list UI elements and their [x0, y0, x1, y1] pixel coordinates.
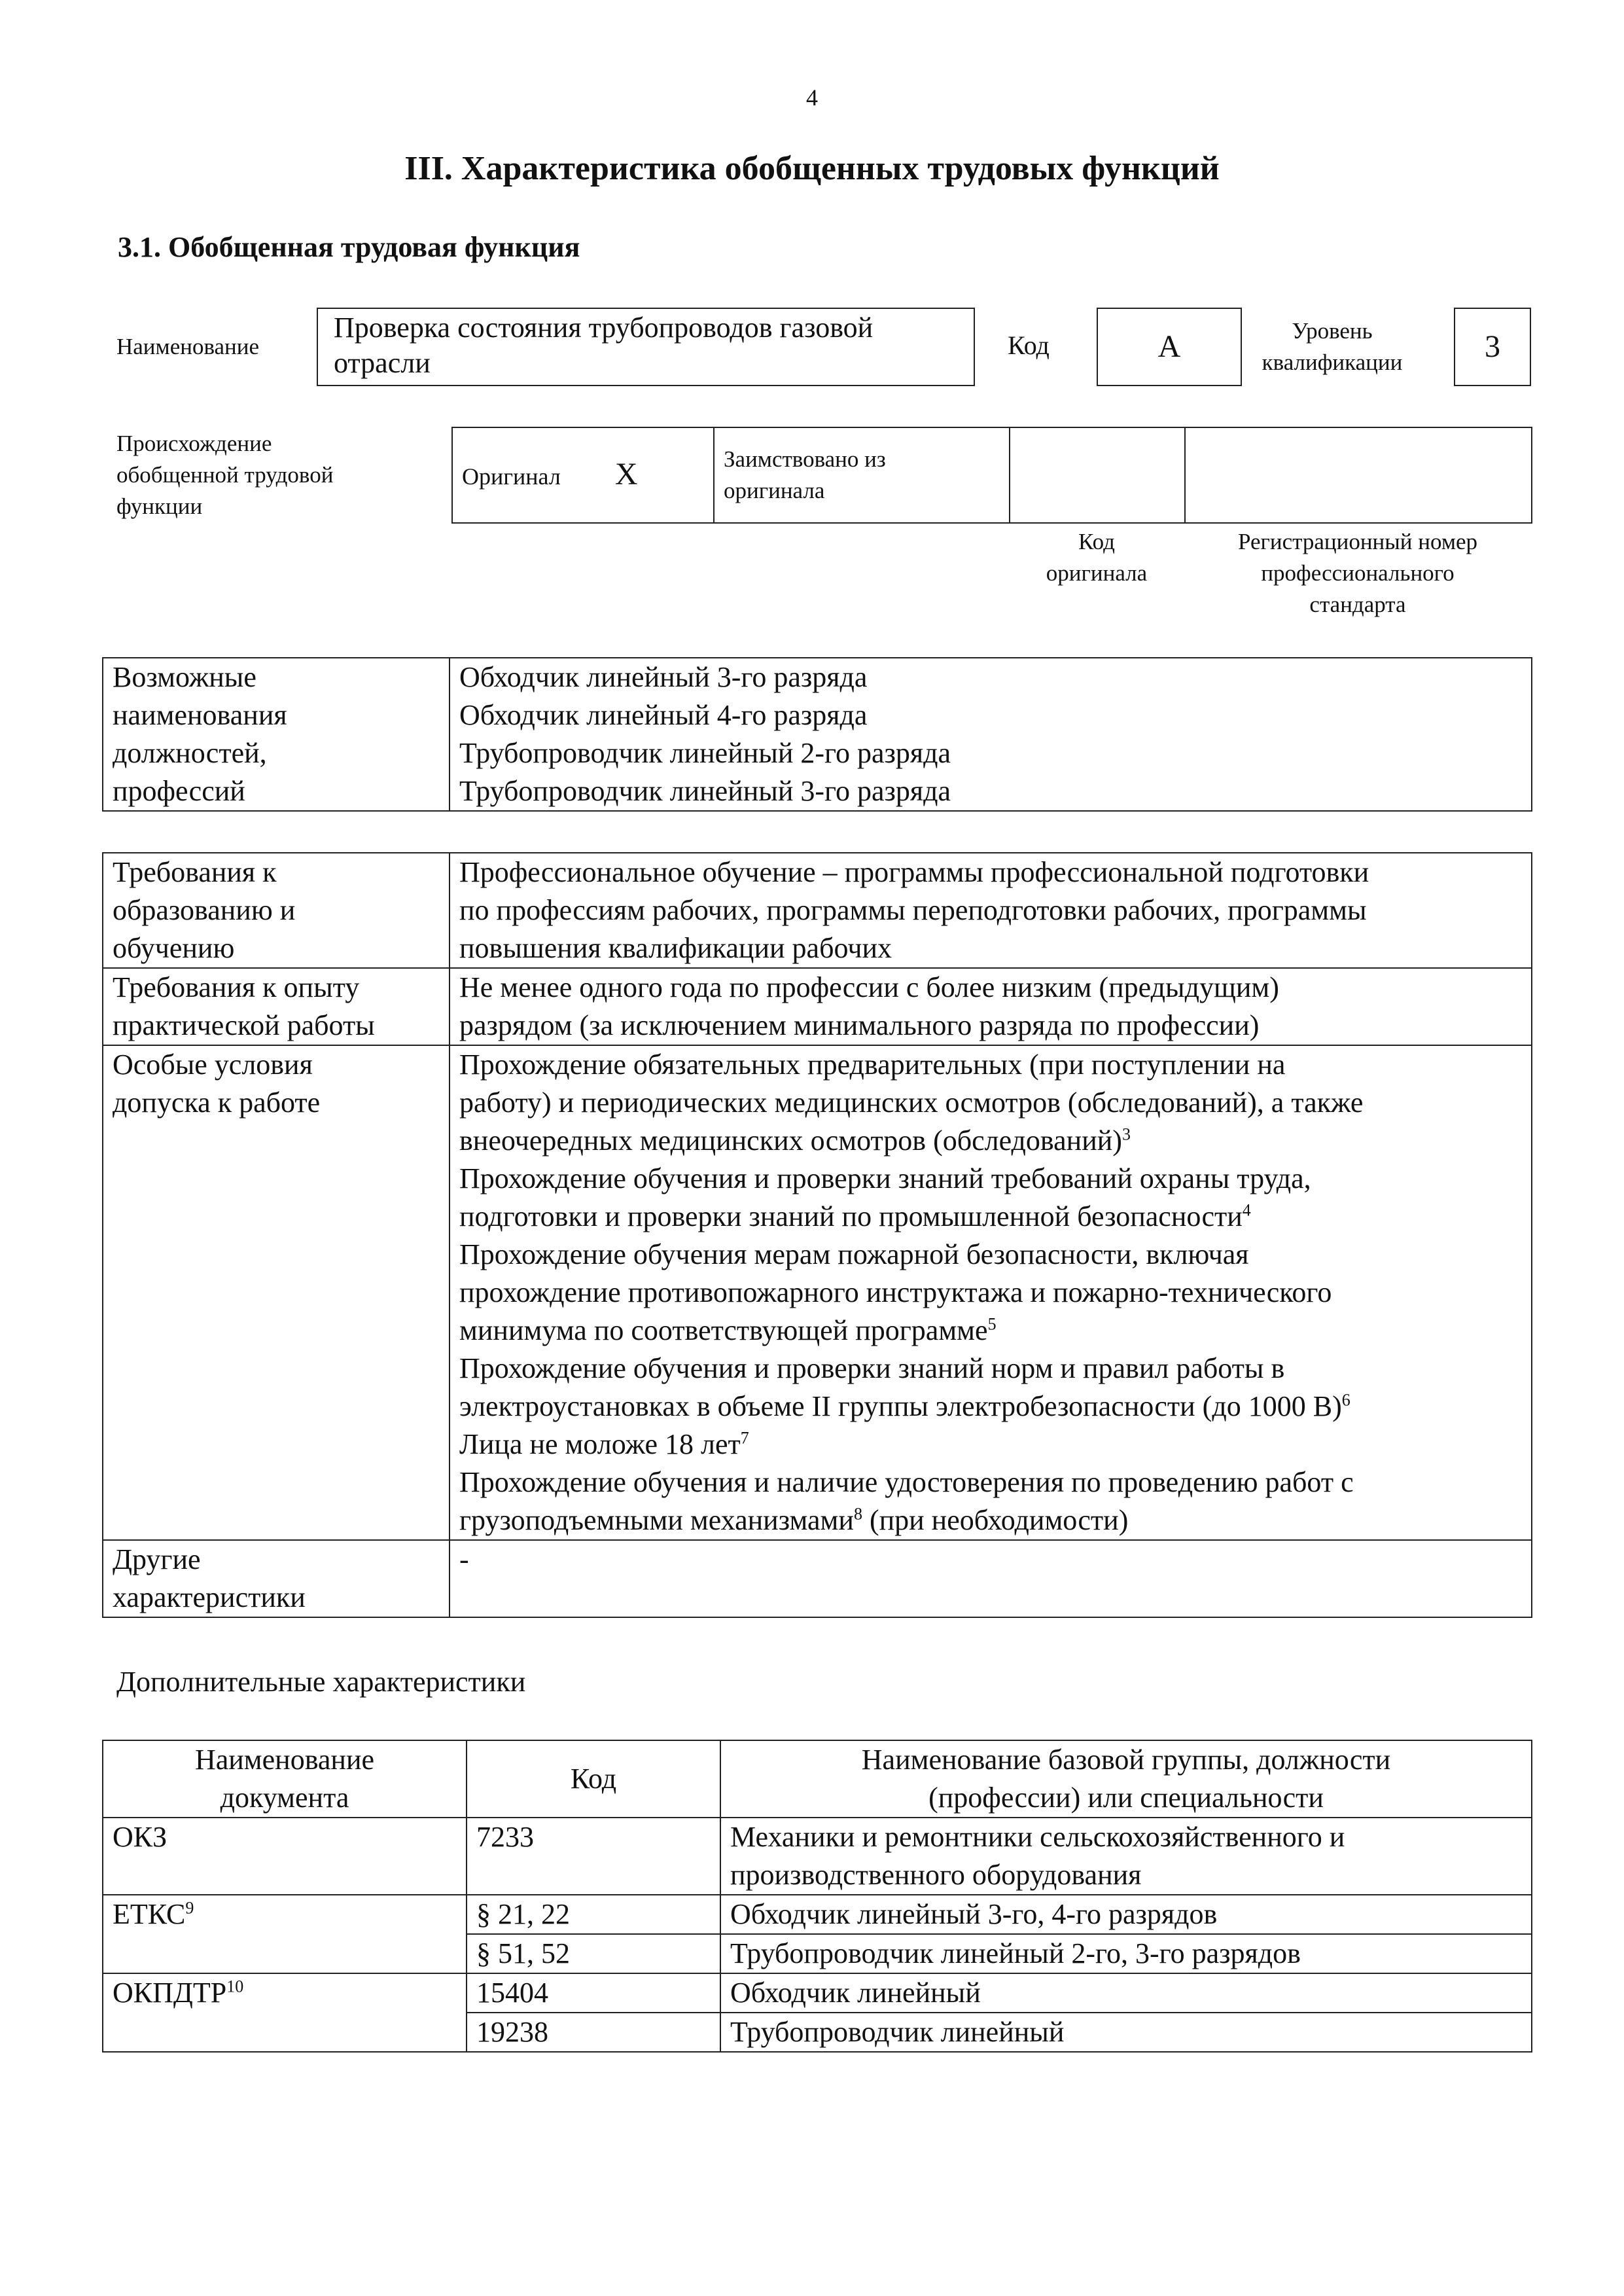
- special-conditions-row: [103, 1045, 1532, 1540]
- name-value-line2: отрасли: [334, 347, 431, 379]
- code-label: Код: [1008, 331, 1050, 360]
- origin-label-line2: обобщенной трудовой: [116, 462, 334, 488]
- etks-doc: ЕТКС$^9$: [103, 1895, 467, 1973]
- special-conditions-value: Прохождение обязательных предварительных (при поступлении на работу) и периодических медицинских осмотров (обследований), а также внеочередных медицинских осмотров (обследований)$^3$ Прохождение обучения и проверки знаний требований охраны труда, подготовки и проверки знаний по промышленной безопасности$^4$ Прохождение обучения мерам пожарной безопасности, включая прохождение противопожарного инструктажа и пожарно-технического минимума по соответствующей программе$^5$ Прохождение обучения и проверки знаний норм и правил работы в электроустановках в объеме II группы электробезопасности (до 1000 В)$^6$ Лица не моложе 18 лет$^7$ Прохождение обучения и наличие удостоверения по проведению работ с грузоподъемными механизмами$^8$ (при необходимости): [450, 1045, 1532, 1540]
- positions-values: [450, 658, 1532, 811]
- name-value-line1: Проверка состояния трубопроводов газовой: [334, 312, 874, 344]
- okpdtr-name: Трубопроводчик линейный: [720, 2013, 1532, 2052]
- position-item: Обходчик линейный 3-го разряда: [459, 661, 868, 693]
- col-header-code: Код: [467, 1740, 720, 1818]
- original-label: Оригинал: [462, 463, 561, 490]
- okz-name: Механики и ремонтники сельскохозяйственного и производственного оборудования: [720, 1818, 1532, 1895]
- table-row: [103, 1895, 1532, 1934]
- section-title: III. Характеристика обобщенных трудовых функций: [404, 150, 1220, 187]
- position-item: Трубопроводчик линейный 2-го разряда: [459, 737, 951, 769]
- origin-label: [116, 428, 333, 522]
- experience-value: Не менее одного года по профессии с более низким (предыдущим) разрядом (за исключением минимального разряда по профессии): [450, 968, 1532, 1045]
- special-conditions-label: Особые условия допуска к работе: [103, 1045, 450, 1540]
- level-label-line1: Уровень: [1292, 318, 1373, 344]
- code-caption-line2: оригинала: [1046, 560, 1148, 586]
- level-value: 3: [1454, 308, 1531, 386]
- level-label-line2: квалификации: [1262, 350, 1403, 375]
- origin-label-line1: Происхождение: [116, 431, 272, 456]
- etks-code: § 51, 52: [467, 1934, 720, 1973]
- other-value: -: [450, 1540, 1532, 1617]
- positions-table: [102, 657, 1532, 812]
- footnote-ref: 5: [987, 1314, 997, 1334]
- etks-name: Трубопроводчик линейный 2-го, 3-го разрядов: [720, 1934, 1532, 1973]
- education-value: Профессиональное обучение – программы профессиональной подготовки по профессиям рабочих, программы переподготовки рабочих, программы повышения квалификации рабочих: [450, 853, 1532, 968]
- code-caption: [1009, 526, 1184, 589]
- footnote-ref: 8: [853, 1504, 862, 1524]
- other-label: Другие характеристики: [103, 1540, 450, 1617]
- code-caption-line1: Код: [1078, 529, 1115, 554]
- okz-doc: ОКЗ: [103, 1818, 467, 1895]
- original-mark: X: [614, 456, 638, 492]
- subsection-title: 3.1. Обобщенная трудовая функция: [118, 231, 580, 263]
- page-number: 4: [806, 84, 818, 111]
- footnote-ref: 7: [740, 1428, 749, 1448]
- requirements-table: [102, 852, 1532, 1618]
- table-row: [103, 1973, 1532, 2013]
- experience-row: [103, 968, 1532, 1045]
- footnote-ref: 9: [185, 1898, 194, 1918]
- borrowed-line2: оригинала: [724, 478, 825, 503]
- position-item: Обходчик линейный 4-го разряда: [459, 699, 868, 731]
- experience-label: Требования к опыту практической работы: [103, 968, 450, 1045]
- reg-caption-line1: Регистрационный номер: [1237, 529, 1478, 554]
- okpdtr-name: Обходчик линейный: [720, 1973, 1532, 2013]
- footnote-ref: 10: [226, 1977, 244, 1996]
- other-row: [103, 1540, 1532, 1617]
- name-value-box: [317, 308, 975, 386]
- footnote-ref: 6: [1341, 1390, 1350, 1410]
- name-label: Наименование: [116, 334, 260, 359]
- level-label: [1247, 315, 1417, 378]
- okpdtr-code: 19238: [467, 2013, 720, 2052]
- positions-label: Возможные наименования должностей, профессий: [103, 658, 450, 811]
- col-header-name: Наименование базовой группы, должности (профессии) или специальности: [720, 1740, 1532, 1818]
- okpdtr-code: 15404: [467, 1973, 720, 2013]
- registration-number-cell: [1185, 427, 1532, 523]
- table-row: [103, 1818, 1532, 1895]
- education-row: [103, 853, 1532, 968]
- additional-table: [102, 1740, 1532, 2053]
- etks-code: § 21, 22: [467, 1895, 720, 1934]
- position-item: Трубопроводчик линейный 3-го разряда: [459, 775, 951, 807]
- additional-title: Дополнительные характеристики: [116, 1666, 526, 1698]
- original-cell: [452, 427, 714, 523]
- okpdtr-doc: ОКПДТР$^{10}$: [103, 1973, 467, 2052]
- code-value: А: [1097, 308, 1242, 386]
- okz-code: 7233: [467, 1818, 720, 1895]
- col-header-document: Наименование документа: [103, 1740, 467, 1818]
- origin-table: [451, 427, 1532, 524]
- education-label: Требования к образованию и обучению: [103, 853, 450, 968]
- borrowed-line1: Заимствовано из: [724, 446, 886, 472]
- additional-header-row: [103, 1740, 1532, 1818]
- borrowed-cell: [714, 427, 1010, 523]
- registration-caption: [1184, 526, 1531, 620]
- footnote-ref: 3: [1121, 1124, 1131, 1144]
- origin-label-line3: функции: [116, 493, 203, 519]
- original-code-cell: [1010, 427, 1185, 523]
- reg-caption-line2: профессионального: [1261, 560, 1455, 586]
- etks-name: Обходчик линейный 3-го, 4-го разрядов: [720, 1895, 1532, 1934]
- footnote-ref: 4: [1242, 1200, 1251, 1220]
- reg-caption-line3: стандарта: [1309, 592, 1406, 617]
